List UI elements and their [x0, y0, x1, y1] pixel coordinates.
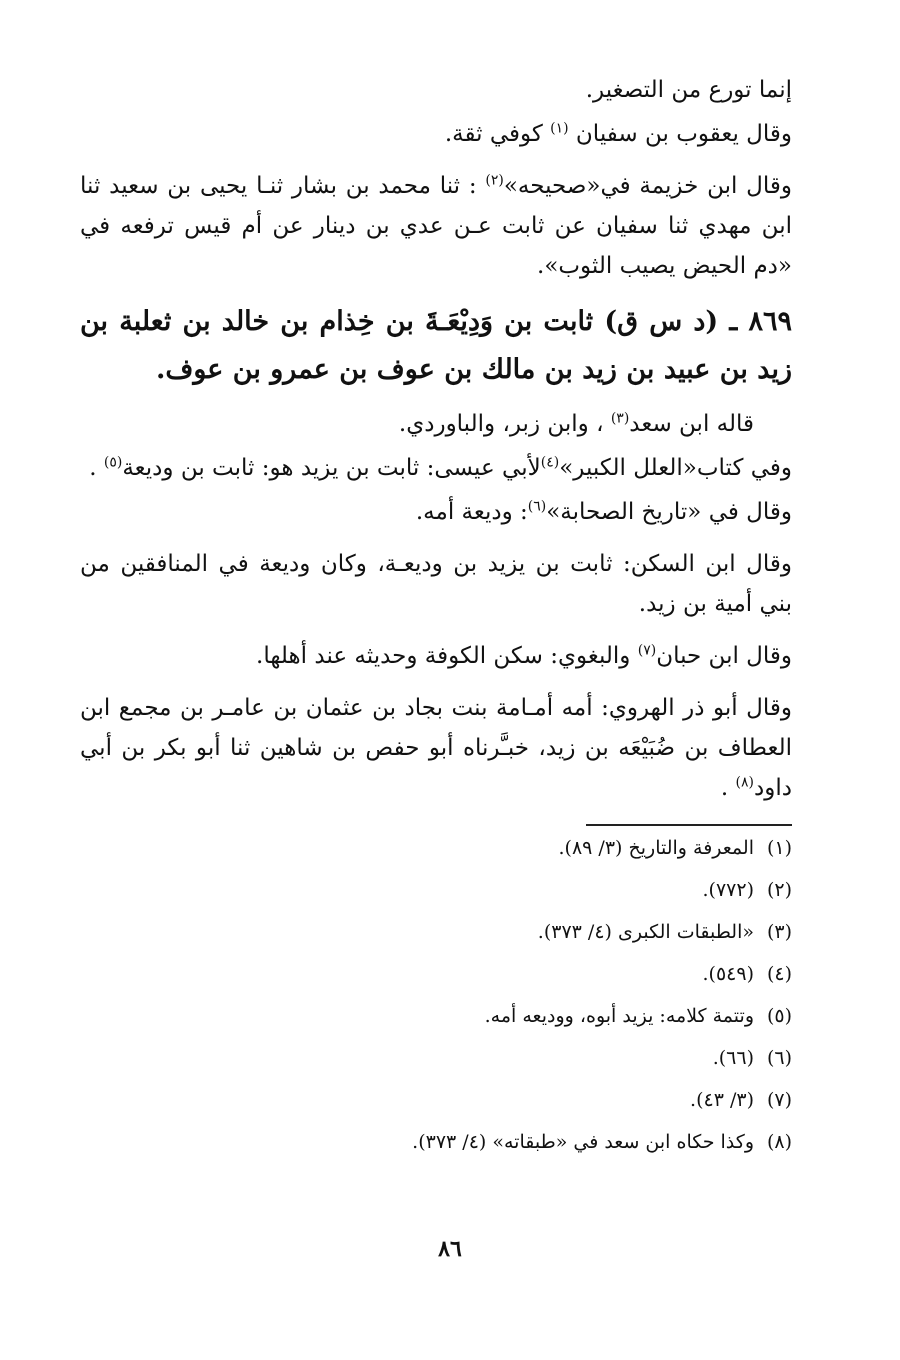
- paragraph-9: [80, 688, 792, 808]
- footnote-number: (٧): [766, 1089, 792, 1111]
- footnote-number: (٢): [766, 879, 792, 901]
- footnote-text: وكذا حكاه ابن سعد في «طبقاته» (٤/ ٣٧٣).: [412, 1131, 754, 1153]
- footnote-ref[interactable]: (٧): [637, 642, 657, 659]
- footnote-ref[interactable]: (٥): [103, 454, 123, 471]
- paragraph-text: وقال أبو ذر الهروي: أمه أمـامة بنت بجاد بن عثمان بن عامـر بن مجمع ابن العطاف بن ضُبَيْعَه بن زيد، خبـَّرناه أبو حفص بن شاهين ثنا أبو بكر بن أبي داود: [80, 695, 792, 801]
- footnote-text: (٣/ ٤٣).: [690, 1089, 754, 1111]
- footnote-text: (٧٧٢).: [702, 879, 754, 901]
- paragraph-8: [80, 636, 792, 676]
- footnote-text: (٦٦).: [712, 1047, 754, 1069]
- footnote-item: [80, 878, 792, 902]
- footnote-ref[interactable]: (٢): [485, 172, 504, 189]
- page-number: ٨٦: [438, 1236, 462, 1262]
- paragraph-text: : وديعة أمه.: [415, 499, 528, 525]
- paragraph-text: وقال يعقوب بن سفيان: [568, 121, 792, 147]
- footnote-number: (٤): [766, 963, 792, 985]
- footnote-item: [80, 1004, 792, 1028]
- paragraph-text: وقال ابن السكن: ثابت بن يزيد بن وديعـة، وكان وديعة في المنافقين من بني أمية بن زيد.: [80, 551, 792, 617]
- paragraph-text: ، وابن زبر، والباوردي.: [398, 411, 611, 437]
- footnote-number: (١): [766, 837, 792, 859]
- footnote-ref[interactable]: (٣): [610, 410, 630, 427]
- footnote-ref[interactable]: (٤): [540, 454, 560, 471]
- footnote-divider: [586, 824, 792, 826]
- paragraph-text: .: [89, 455, 104, 481]
- footnote-item: [80, 1130, 792, 1154]
- footnotes: [80, 836, 792, 1154]
- paragraph-5: [80, 448, 792, 488]
- paragraph-text: كوفي ثقة.: [444, 121, 551, 147]
- paragraph-text: وقال ابن خزيمة في«صحيحه»: [503, 173, 792, 199]
- paragraph-text: لأبي عيسى: ثابت بن يزيد هو: ثابت بن وديعة: [122, 455, 541, 481]
- footnote-item: [80, 836, 792, 860]
- paragraph-text: .: [720, 775, 736, 801]
- footnote-text: «الطبقات الكبرى (٤/ ٣٧٣).: [537, 921, 754, 943]
- footnote-text: (٥٤٩).: [702, 963, 754, 985]
- paragraph-1: [80, 70, 792, 110]
- paragraph-6: [80, 492, 792, 532]
- footnote-number: (٦): [766, 1047, 792, 1069]
- paragraph-7: [80, 544, 792, 624]
- footnote-number: (٣): [766, 921, 792, 943]
- paragraph-3: [80, 166, 792, 286]
- footnote-item: [80, 1088, 792, 1112]
- footnote-text: وتتمة كلامه: يزيد أبوه، ووديعه أمه.: [484, 1005, 754, 1027]
- footnote-number: (٥): [766, 1005, 792, 1027]
- footnote-item: [80, 1046, 792, 1070]
- paragraph-text: وقال في «تاريخ الصحابة»: [546, 499, 792, 525]
- footnote-ref[interactable]: (١): [550, 120, 569, 137]
- footnote-item: [80, 920, 792, 944]
- paragraph-2: [80, 114, 792, 154]
- paragraph-text: إنما تورع من التصغير.: [585, 77, 792, 103]
- footnote-ref[interactable]: (٨): [735, 774, 755, 791]
- footnote-text: المعرفة والتاريخ (٣/ ٨٩).: [558, 837, 754, 859]
- paragraph-text: : ثنا محمد بن بشار ثنـا يحيى بن سعيد ثنا ابن مهدي ثنا سفيان عن ثابت عـن عدي بن دينار عن أم قيس ترفعه في «دم الحيض يصيب الثوب».: [80, 173, 792, 279]
- footnote-item: [80, 962, 792, 986]
- paragraph-text: والبغوي: سكن الكوفة وحديثه عند أهلها.: [256, 643, 638, 669]
- paragraph-text: وفي كتاب«العلل الكبير»: [559, 455, 792, 481]
- paragraph-text: قاله ابن سعد: [629, 411, 754, 437]
- paragraph-text: وقال ابن حبان: [656, 643, 792, 669]
- paragraph-4: [80, 404, 792, 444]
- book-page: [80, 70, 792, 1172]
- entry-heading: ٨٦٩ ـ (د س ق) ثابت بن وَدِيْعَـةَ بن خِذام بن خالد بن ثعلبة بن زيد بن عبيد بن زيد بن مالك بن عوف بن عمرو بن عوف.: [80, 306, 792, 385]
- footnote-number: (٨): [766, 1131, 792, 1153]
- footnote-ref[interactable]: (٦): [527, 498, 547, 515]
